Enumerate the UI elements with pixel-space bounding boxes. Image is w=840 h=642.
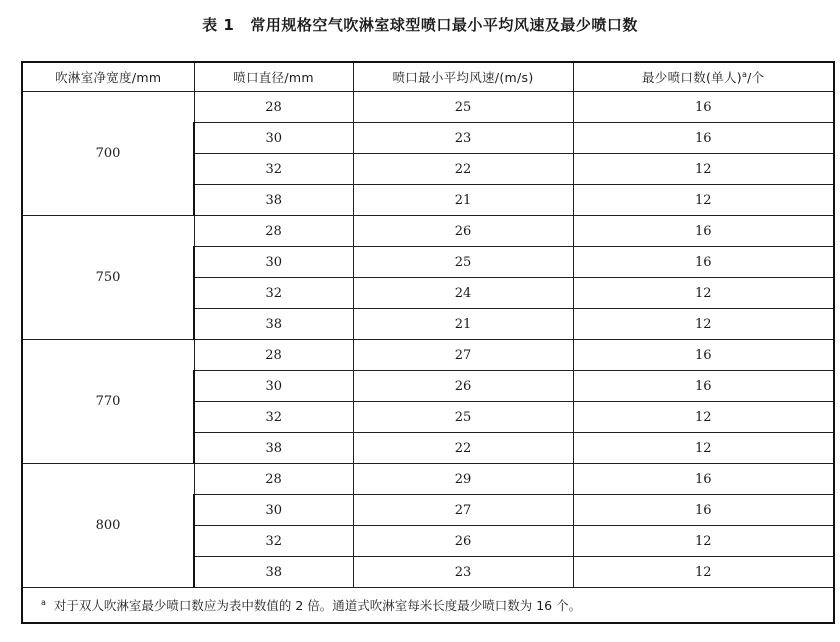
table-header [22,62,834,92]
width-cell: 700 [22,92,194,216]
table-row [22,216,834,247]
table-number: 表 1 [202,16,235,34]
speed-cell: 21 [353,309,573,340]
header-count-unit: /个 [747,70,765,85]
diameter-cell: 28 [194,92,353,123]
diameter-cell: 38 [194,557,353,588]
count-cell: 16 [573,464,834,495]
width-cell: 750 [22,216,194,340]
diameter-cell: 38 [194,185,353,216]
speed-cell: 27 [353,340,573,371]
diameter-cell: 30 [194,123,353,154]
header-diameter: 喷口直径/mm [194,62,353,92]
speed-cell: 22 [353,154,573,185]
count-cell: 16 [573,123,834,154]
diameter-cell: 30 [194,371,353,402]
count-cell: 12 [573,309,834,340]
count-cell: 16 [573,216,834,247]
diameter-cell: 28 [194,340,353,371]
width-cell: 800 [22,464,194,588]
speed-cell: 27 [353,495,573,526]
count-cell: 16 [573,92,834,123]
header-row [22,62,834,92]
table-footer [22,588,834,624]
count-cell: 12 [573,433,834,464]
table-row [22,464,834,495]
diameter-cell: 32 [194,526,353,557]
speed-cell: 26 [353,216,573,247]
table-body [22,92,834,588]
table-title: 常用规格空气吹淋室球型喷口最小平均风速及最少喷口数 [250,16,638,34]
count-cell: 16 [573,247,834,278]
speed-cell: 25 [353,92,573,123]
speed-cell: 23 [353,557,573,588]
header-count-label: 最少喷口数(单人) [642,70,742,85]
diameter-cell: 32 [194,402,353,433]
table-caption [0,14,840,35]
diameter-cell: 28 [194,216,353,247]
speed-cell: 26 [353,526,573,557]
count-cell: 12 [573,154,834,185]
footnote-text: 对于双人吹淋室最少喷口数应为表中数值的 2 倍。通道式吹淋室每米长度最少喷口数为 16 个。 [53,598,582,613]
diameter-cell: 30 [194,495,353,526]
table-row [22,92,834,123]
table-row [22,340,834,371]
count-cell: 12 [573,402,834,433]
header-width: 吹淋室净宽度/mm [22,62,194,92]
speed-cell: 24 [353,278,573,309]
count-cell: 16 [573,340,834,371]
width-cell: 770 [22,340,194,464]
speed-cell: 21 [353,185,573,216]
count-cell: 12 [573,185,834,216]
count-cell: 16 [573,495,834,526]
diameter-cell: 38 [194,433,353,464]
diameter-cell: 38 [194,309,353,340]
header-speed: 喷口最小平均风速/(m/s) [353,62,573,92]
speed-cell: 25 [353,247,573,278]
speed-cell: 22 [353,433,573,464]
speed-cell: 25 [353,402,573,433]
speed-cell: 26 [353,371,573,402]
diameter-cell: 32 [194,154,353,185]
speed-cell: 23 [353,123,573,154]
footnote-row [22,588,834,624]
spec-table [21,61,835,624]
count-cell: 12 [573,557,834,588]
count-cell: 12 [573,526,834,557]
diameter-cell: 28 [194,464,353,495]
diameter-cell: 32 [194,278,353,309]
footnote-cell [22,588,834,624]
header-count [573,62,834,92]
header-count-note-mark: a [741,69,748,79]
diameter-cell: 30 [194,247,353,278]
count-cell: 16 [573,371,834,402]
footnote-mark: a [41,597,46,607]
speed-cell: 29 [353,464,573,495]
count-cell: 12 [573,278,834,309]
